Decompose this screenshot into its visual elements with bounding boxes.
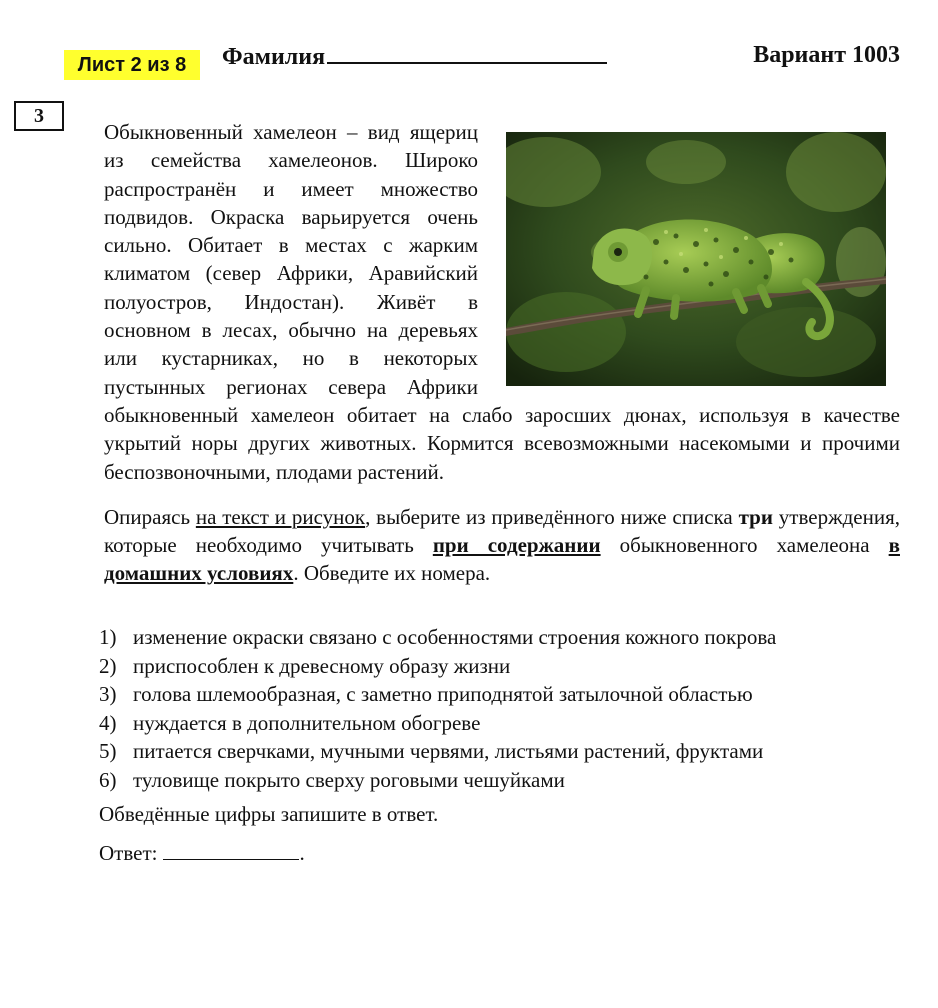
task-part-5: утверждения, которые необходимо учитывать — [104, 504, 900, 558]
answer-option[interactable] — [99, 737, 909, 766]
option-number: 1) — [99, 625, 117, 649]
option-text: питается сверчками, мучными червями, листьями растений, фруктами — [133, 739, 764, 764]
answer-option[interactable] — [99, 652, 909, 681]
task-part-2: на текст и рисунок — [195, 504, 366, 529]
task-part-3: , выберите из приведённого ниже списка — [365, 504, 739, 529]
task-part-9: . Обведите их номера. — [293, 561, 491, 586]
option-number: 5) — [99, 739, 117, 764]
task-part-7: обыкновенного хамелеона — [600, 533, 889, 558]
option-number: 3) — [99, 682, 117, 707]
answer-field — [99, 838, 305, 868]
question-number: 3 — [14, 101, 64, 131]
option-text: туловище покрыто сверху роговыми чешуйками — [133, 767, 565, 792]
answer-label: Ответ: — [99, 841, 158, 865]
chameleon-photo — [506, 132, 886, 386]
answer-option[interactable] — [99, 766, 909, 795]
task-part-6: при содержании — [432, 533, 601, 558]
answer-options-list — [99, 623, 909, 795]
sheet-counter-badge: Лист 2 из 8 — [64, 50, 200, 80]
option-text: изменение окраски связано с особенностями строения кожного покрова — [133, 625, 777, 649]
surname-line[interactable] — [327, 40, 607, 64]
question-content — [104, 118, 900, 588]
task-part-1: Опираясь — [104, 504, 196, 529]
answer-end: . — [299, 841, 305, 865]
task-instructions — [104, 503, 900, 588]
answer-option[interactable] — [99, 623, 909, 652]
task-part-8: в домашних условиях — [104, 533, 900, 586]
surname-field — [222, 40, 607, 72]
option-text: приспособлен к древесному образу жизни — [133, 653, 511, 678]
answer-blank[interactable] — [163, 839, 299, 860]
answer-option[interactable] — [99, 680, 909, 709]
surname-label: Фамилия — [222, 44, 326, 70]
variant-label: Вариант 1003 — [753, 42, 900, 68]
answer-option[interactable] — [99, 709, 909, 738]
task-part-4: три — [738, 504, 773, 529]
option-text: голова шлемообразная, с заметно приподнятой затылочной областью — [133, 682, 753, 707]
option-number: 6) — [99, 767, 117, 792]
option-number: 4) — [99, 710, 117, 735]
chameleon-image — [506, 132, 886, 386]
option-number: 2) — [99, 653, 117, 678]
option-text: нуждается в дополнительном обогреве — [133, 710, 481, 735]
answer-instruction: Обведённые цифры запишите в ответ. — [99, 802, 439, 826]
question-text: Обыкновенный хамелеон – вид ящериц из семейства хамелеонов. Широко распространён и имеет множество подвидов. Окраска варьируется очень сильно. Обитает в местах с жарким климатом (север Африки, Аравийский полуостров, Индостан). Живёт в основном в лесах, обычно на деревьях или кустарниках, но в некоторых пустынных регионах севера Африки обыкновенный хамелеон обитает на слабо заросших дюнах, используя в качестве укрытий норы других животных. Кормится всевозможными насекомыми и прочими беспозвоночными, плодами растений. — [104, 120, 900, 484]
